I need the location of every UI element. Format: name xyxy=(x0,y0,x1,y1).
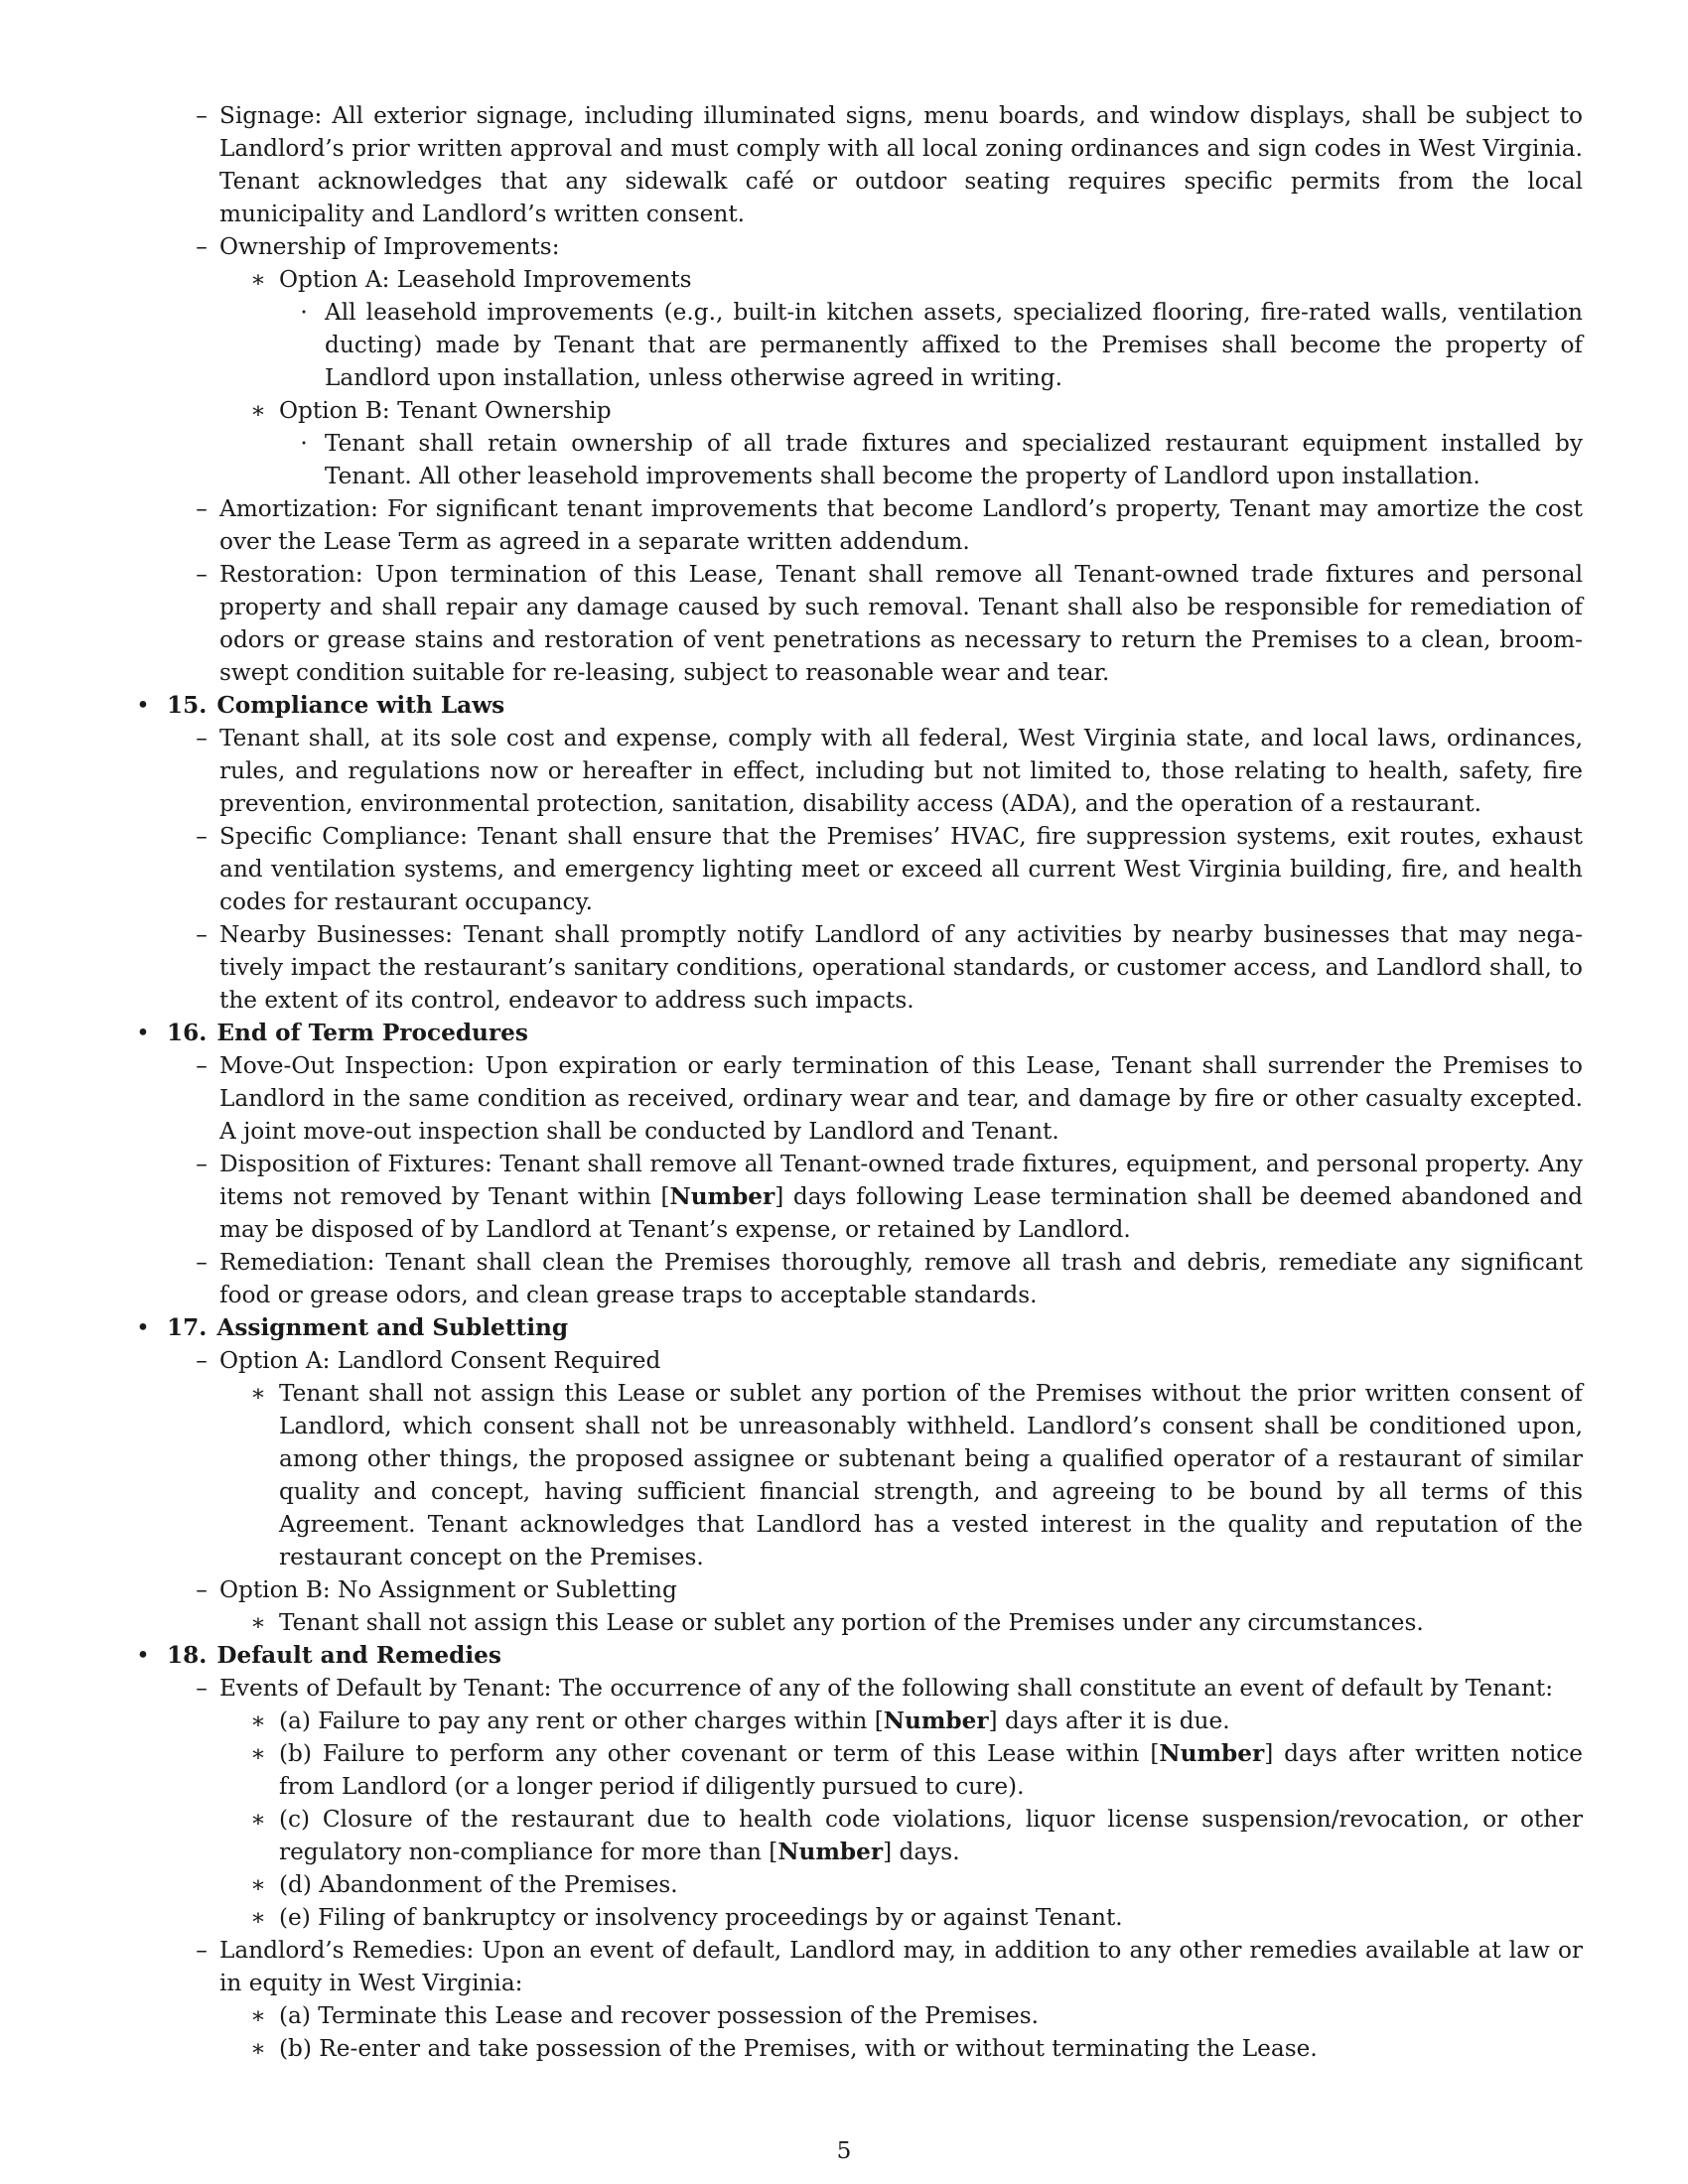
list-item: Ownership of Improvements: xyxy=(219,233,560,260)
asterisk-bullet: ∗ xyxy=(250,397,266,424)
list-item: Move-Out Inspection: Upon expiration or early termination of this Lease, Tenant shall surrender the Premises to Landlord in the same condition as received, ordinary wear and tear, and damage by fire or other casualty excepted. A joint move-out inspection shall be conducted by Landlord and Tenant. xyxy=(219,1052,1583,1145)
list-item: (c) Closure of the restaurant due to health code violations, liquor license suspension/revocation, or other regulatory non-compliance for more than [Number] days. xyxy=(279,1806,1583,1865)
section-heading xyxy=(167,1017,1583,1049)
page-number: 5 xyxy=(836,2137,852,2164)
asterisk-bullet: ∗ xyxy=(250,1740,266,1767)
asterisk-bullet: ∗ xyxy=(250,1806,266,1833)
section-title: Compliance with Laws xyxy=(216,692,505,719)
placeholder-number: Number xyxy=(669,1183,775,1210)
section-heading xyxy=(167,1639,1583,1672)
list-item: Disposition of Fixtures: Tenant shall remove all Tenant-owned trade fixtures, equipment, and personal property. Any items not removed by Tenant within [Number] days following Lease termination shall be deemed abandoned and may be disposed of by Landlord at Tenant’s expense, or retained by Landlord. xyxy=(219,1151,1583,1243)
section-title: Assignment and Subletting xyxy=(216,1314,569,1341)
section-number: 18. xyxy=(167,1642,208,1669)
list-item: (b) Re-enter and take possession of the Premises, with or without terminating the Lease. xyxy=(279,2035,1318,2062)
section-number: 17. xyxy=(167,1314,208,1341)
dash-bullet: – xyxy=(196,1052,208,1079)
section-heading xyxy=(167,689,1583,722)
list-item: (d) Abandonment of the Premises. xyxy=(279,1871,678,1898)
list-item: (b) Failure to perform any other covenant or term of this Lease within [Number] days after written notice from Landlord (or a longer period if diligently pursued to cure). xyxy=(279,1740,1584,1800)
dash-bullet: – xyxy=(196,1576,208,1603)
section-number: 15. xyxy=(167,692,208,719)
dot-bullet: · xyxy=(300,430,308,457)
dash-bullet: – xyxy=(196,102,208,129)
section-bullet: • xyxy=(136,692,150,719)
dash-bullet: – xyxy=(196,1675,208,1702)
list-item: Option A: Leasehold Improvements xyxy=(279,266,692,293)
section-bullet: • xyxy=(136,1314,150,1341)
asterisk-bullet: ∗ xyxy=(250,2035,266,2062)
asterisk-bullet: ∗ xyxy=(250,2002,266,2029)
list-item: Landlord’s Remedies: Upon an event of default, Landlord may, in addition to any other remedies available at law or in equity in West Virginia: xyxy=(219,1937,1583,1996)
list-item: (a) Failure to pay any rent or other charges within [Number] days after it is due. xyxy=(279,1707,1230,1734)
dash-bullet: – xyxy=(196,233,208,260)
list-item: (a) Terminate this Lease and recover possession of the Premises. xyxy=(279,2002,1039,2029)
list-item: (e) Filing of bankruptcy or insolvency proceedings by or against Tenant. xyxy=(279,1904,1123,1931)
list-item: Tenant shall retain ownership of all trade fixtures and specialized restaurant equipment installed by Tenant. All other leasehold improvements shall become the property of Landlord upon installation. xyxy=(325,430,1583,489)
placeholder-number: Number xyxy=(777,1839,884,1865)
dash-bullet: – xyxy=(196,921,208,948)
section-title: End of Term Procedures xyxy=(216,1020,528,1046)
placeholder-number: Number xyxy=(883,1707,989,1734)
list-item: Tenant shall not assign this Lease or sublet any portion of the Premises without the prior written consent of Landlord, which consent shall not be unreasonably withheld. Landlord’s consent shall be conditioned upon, among other things, the proposed assignee or subtenant being a qualified operator of a restaurant of similar quality and concept, having sufficient financial strength, and agreeing to be bound by all terms of this Agreement. Tenant acknowledges that Landlord has a vested interest in the quality and reputation of the restaurant concept on the Premises. xyxy=(279,1380,1583,1570)
list-item: Option A: Landlord Consent Required xyxy=(219,1347,661,1374)
asterisk-bullet: ∗ xyxy=(250,1380,266,1407)
dash-bullet: – xyxy=(196,1937,208,1964)
dash-bullet: – xyxy=(196,495,208,522)
dash-bullet: – xyxy=(196,725,208,751)
dash-bullet: – xyxy=(196,1347,208,1374)
dot-bullet: · xyxy=(300,299,308,326)
list-item: Tenant shall not assign this Lease or sublet any portion of the Premises under any circumstances. xyxy=(279,1609,1424,1636)
section-title: Default and Remedies xyxy=(216,1642,501,1669)
dash-bullet: – xyxy=(196,561,208,588)
dash-bullet: – xyxy=(196,823,208,850)
list-item: Restoration: Upon termination of this Lease, Tenant shall remove all Tenant-owned trade fixtures and personal property and shall repair any damage caused by such removal. Tenant shall also be responsible for remediation of odors or grease stains and restoration of vent penetrations as necessary to return the Premises to a clean, broom-swept condition suitable for re-leasing, subject to reasonable wear and tear. xyxy=(219,561,1583,686)
section-bullet: • xyxy=(136,1642,150,1669)
section-bullet: • xyxy=(136,1020,150,1046)
list-item: Signage: All exterior signage, including illuminated signs, menu boards, and window displays, shall be subject to Landlord’s prior written approval and must comply with all local zoning ordinances and sign codes in West Virginia. Tenant acknowledges that any sidewalk café or outdoor seating requires specific permits from the local municipality and Landlord’s written consent. xyxy=(219,102,1583,227)
asterisk-bullet: ∗ xyxy=(250,266,266,293)
list-item: Nearby Businesses: Tenant shall promptly notify Landlord of any activities by nearby businesses that may nega- tively impact the restaurant’s sanitary conditions, operational standards, or customer access, and Landlord shall, to the extent of its control, endeavor to address such impacts. xyxy=(219,921,1583,1014)
asterisk-bullet: ∗ xyxy=(250,1707,266,1734)
list-item: Events of Default by Tenant: The occurrence of any of the following shall constitute an event of default by Tenant: xyxy=(219,1675,1554,1702)
section-heading xyxy=(167,1311,1583,1344)
list-item: Amortization: For significant tenant improvements that become Landlord’s property, Tenant may amortize the cost over the Lease Term as agreed in a separate written addendum. xyxy=(219,495,1583,555)
placeholder-number: Number xyxy=(1159,1740,1265,1767)
asterisk-bullet: ∗ xyxy=(250,1871,266,1898)
dash-bullet: – xyxy=(196,1151,208,1177)
section-number: 16. xyxy=(167,1020,208,1046)
asterisk-bullet: ∗ xyxy=(250,1609,266,1636)
dash-bullet: – xyxy=(196,1249,208,1276)
list-item: All leasehold improvements (e.g., built-in kitchen assets, specialized flooring, fire-rated walls, ventilation ducting) made by Tenant that are permanently affixed to the Premises shall become the property of Landlord upon installation, unless otherwise agreed in writing. xyxy=(325,299,1583,391)
list-item: Tenant shall, at its sole cost and expense, comply with all federal, West Virginia state, and local laws, ordinances, rules, and regulations now or hereafter in effect, including but not limited to, those relating to health, safety, fire prevention, environmental protection, sanitation, disability access (ADA), and the operation of a restaurant. xyxy=(219,725,1583,817)
list-item: Remediation: Tenant shall clean the Premises thoroughly, remove all trash and debris, remediate any significant food or grease odors, and clean grease traps to acceptable standards. xyxy=(219,1249,1583,1308)
list-item: Specific Compliance: Tenant shall ensure that the Premises’ HVAC, fire suppression systems, exit routes, exhaust and ventilation systems, and emergency lighting meet or exceed all current West Virginia building, fire, and health codes for restaurant occupancy. xyxy=(219,823,1583,915)
list-item: Option B: No Assignment or Subletting xyxy=(219,1576,677,1603)
list-item: Option B: Tenant Ownership xyxy=(279,397,612,424)
asterisk-bullet: ∗ xyxy=(250,1904,266,1931)
